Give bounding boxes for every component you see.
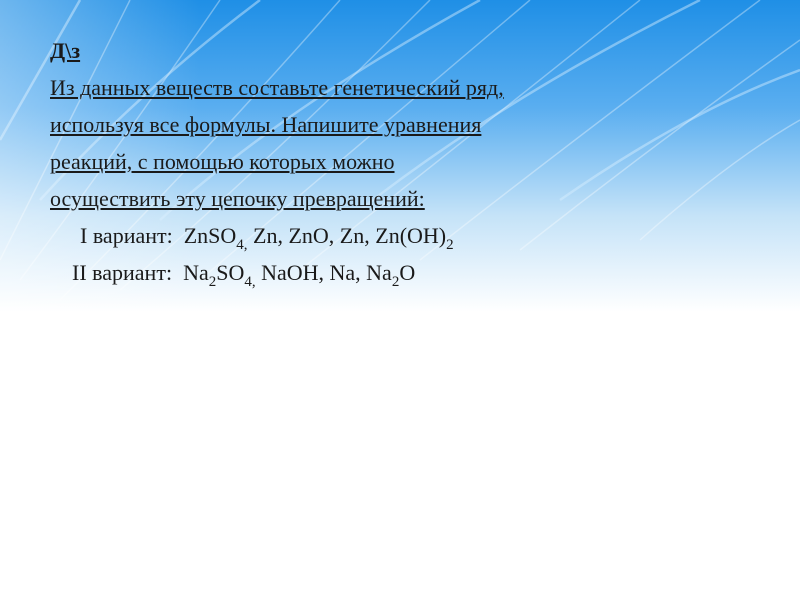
formula-text: ZnSO [183, 223, 237, 248]
homework-title: Д\з [50, 38, 81, 63]
task-line-2: используя все формулы. Напишите уравнения [50, 112, 482, 137]
formula-text: Na [183, 260, 209, 285]
formula-subscript: 2 [208, 274, 217, 290]
formula-subscript: 4, [236, 237, 248, 253]
formula-text: Zn, ZnO, Zn, Zn(OH) [247, 223, 447, 248]
task-line-4: осуществить эту цепочку превращений: [50, 186, 425, 211]
formula-subscript: 4, [244, 274, 256, 290]
formula-text: O [399, 260, 416, 285]
variant-2 [50, 262, 770, 299]
variant-1-label: I вариант: [80, 223, 173, 248]
task-line-1: Из данных веществ составьте генетический ряд, [50, 75, 504, 100]
formula-subscript: 2 [446, 237, 454, 253]
variant-1 [50, 225, 770, 262]
formula-subscript: 2 [391, 274, 400, 290]
task-line-3: реакций, с помощью которых можно [50, 149, 395, 174]
slide-text [50, 40, 770, 299]
formula-text: NaOH, Na, Na [255, 260, 392, 285]
formula-text: SO [216, 260, 245, 285]
variant-2-label: II вариант: [72, 260, 173, 285]
